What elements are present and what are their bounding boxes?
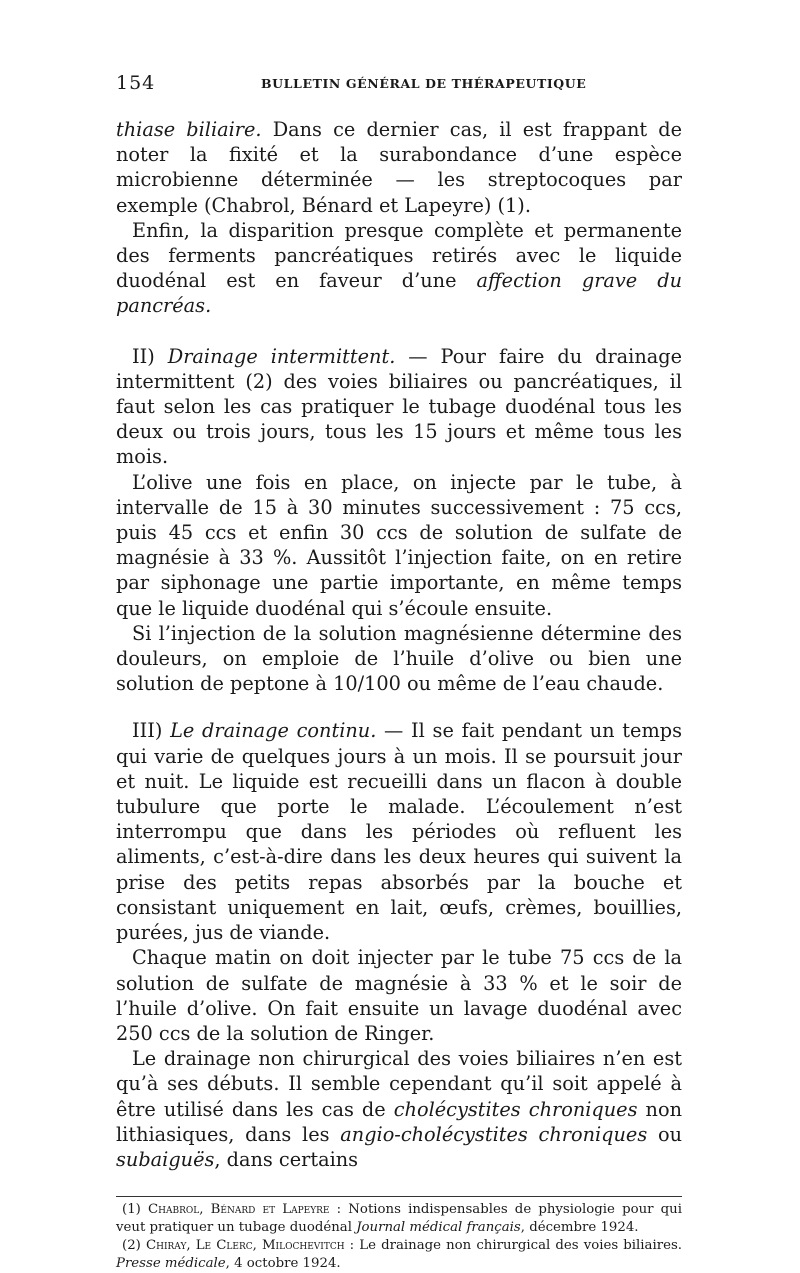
italic-phrase: angio-cholécystites chroniques: [340, 1122, 648, 1146]
footnote-1: [116, 1201, 682, 1237]
paragraph-text: Si l’injection de la solution magnésienne détermine des douleurs, on emploie de l’huile d’olive ou bien une solution de peptone à 10/100 ou même de l’eau chaude.: [116, 621, 682, 696]
italic-phrase: thiase biliaire.: [116, 118, 262, 141]
body-text: [116, 117, 682, 1172]
footnote-number: (1): [122, 1202, 148, 1218]
footnote-number: (2): [122, 1238, 146, 1254]
page-number: 154: [116, 72, 156, 94]
paragraph-text: , dans certains: [214, 1147, 359, 1171]
paragraph-text: — Il se fait pendant un temps qui varie de quelques jours à un mois. Il se poursuit jour et nuit. Le liquide est recueilli dans un flacon à double tubulure que porte le malade. L’écoulement n’est interrompu que dans les périodes où refluent les aliments, c’est-à-dire dans les deux heures qui suivent la prise des petits repas absorbés par la bouche et consistant uniquement en lait, œufs, crèmes, bouillies, purées, jus de viande.: [116, 719, 682, 945]
paragraph-text: Dans ce dernier cas, il est frappant de noter la fixité et la surabondance d’une espèce microbienne déterminée — les streptocoques par exemple (Chabrol, Bénard et Lapeyre) (1).: [116, 118, 683, 217]
footnote-2: [116, 1237, 682, 1273]
paragraph-7: [116, 945, 682, 1046]
running-title: BULLETIN GÉNÉRAL DE THÉRAPEUTIQUE: [261, 76, 587, 91]
document-page: [116, 72, 682, 1273]
section-label: II): [132, 344, 168, 368]
paragraph-4: [116, 470, 682, 621]
italic-phrase: cholécystites chroniques: [393, 1097, 638, 1121]
footnote-text: : Le drainage non chirurgical des voies biliaires.: [344, 1238, 683, 1254]
italic-phrase: subaiguës: [116, 1147, 215, 1171]
paragraph-2: [116, 218, 682, 319]
footnote-date: , 4 octobre 1924.: [225, 1256, 341, 1272]
footnote-authors: Chabrol, Bénard et Lapeyre: [148, 1202, 330, 1218]
paragraph-text: non lithiasiques, dans les: [116, 1097, 682, 1146]
paragraph-8: [116, 1046, 682, 1172]
footnote-text: : Notions indispensables de physiologie pour qui veut pratiquer un tubage duodénal: [116, 1202, 682, 1236]
footnotes: [116, 1201, 682, 1273]
footnote-journal: Presse médicale: [116, 1256, 226, 1272]
paragraph-text: Enfin, la disparition presque complète et permanente des ferments pancréatiques retirés avec le liquide duodénal est en faveur d’une: [116, 218, 682, 293]
footnote-journal: Journal médical français: [356, 1220, 521, 1236]
section-title: Le drainage continu.: [170, 719, 377, 743]
footnote-divider: [116, 1196, 682, 1197]
paragraph-1: [116, 117, 682, 218]
paragraph-text: L’olive une fois en place, on injecte par le tube, à intervalle de 15 à 30 minutes successivement : 75 ccs, puis 45 ccs et enfin 30 ccs de solution de sulfate de magnésie à 33 %. Aussitôt l’injection faite, on en retire par siphonage une partie importante, en même temps que le liquide duodénal qui s’écoule ensuite.: [116, 470, 682, 620]
paragraph-text: — Pour faire du drainage intermittent (2) des voies biliaires ou pancréatiques, il faut selon les cas pratiquer le tubage duodénal tous les deux ou trois jours, tous les 15 jours et même tous les mois.: [116, 344, 682, 469]
section-drainage-continu: [116, 718, 682, 945]
page-header: [116, 72, 682, 102]
section-title: Drainage intermittent.: [167, 344, 396, 368]
footnote-authors: Chiray, Le Clerc, Milochevitch: [145, 1238, 345, 1254]
paragraph-text: Chaque matin on doit injecter par le tube 75 ccs de la solution de sulfate de magnésie à 33 % et le soir de l’huile d’olive. On fait ensuite un lavage duodénal avec 250 ccs de la solution de Ringer.: [116, 946, 682, 1045]
paragraph-text: ou: [647, 1122, 683, 1146]
footnote-date: , décembre 1924.: [520, 1220, 639, 1236]
paragraph-5: [116, 621, 682, 697]
section-label: III): [132, 719, 171, 743]
paragraph-text: Le drainage non chirurgical des voies biliaires n’en est qu’à ses débuts. Il semble cependant qu’il soit appelé à être utilisé dans les cas de: [116, 1047, 682, 1121]
section-drainage-intermittent: [116, 344, 682, 470]
italic-phrase: affection grave du pancréas.: [116, 269, 682, 318]
